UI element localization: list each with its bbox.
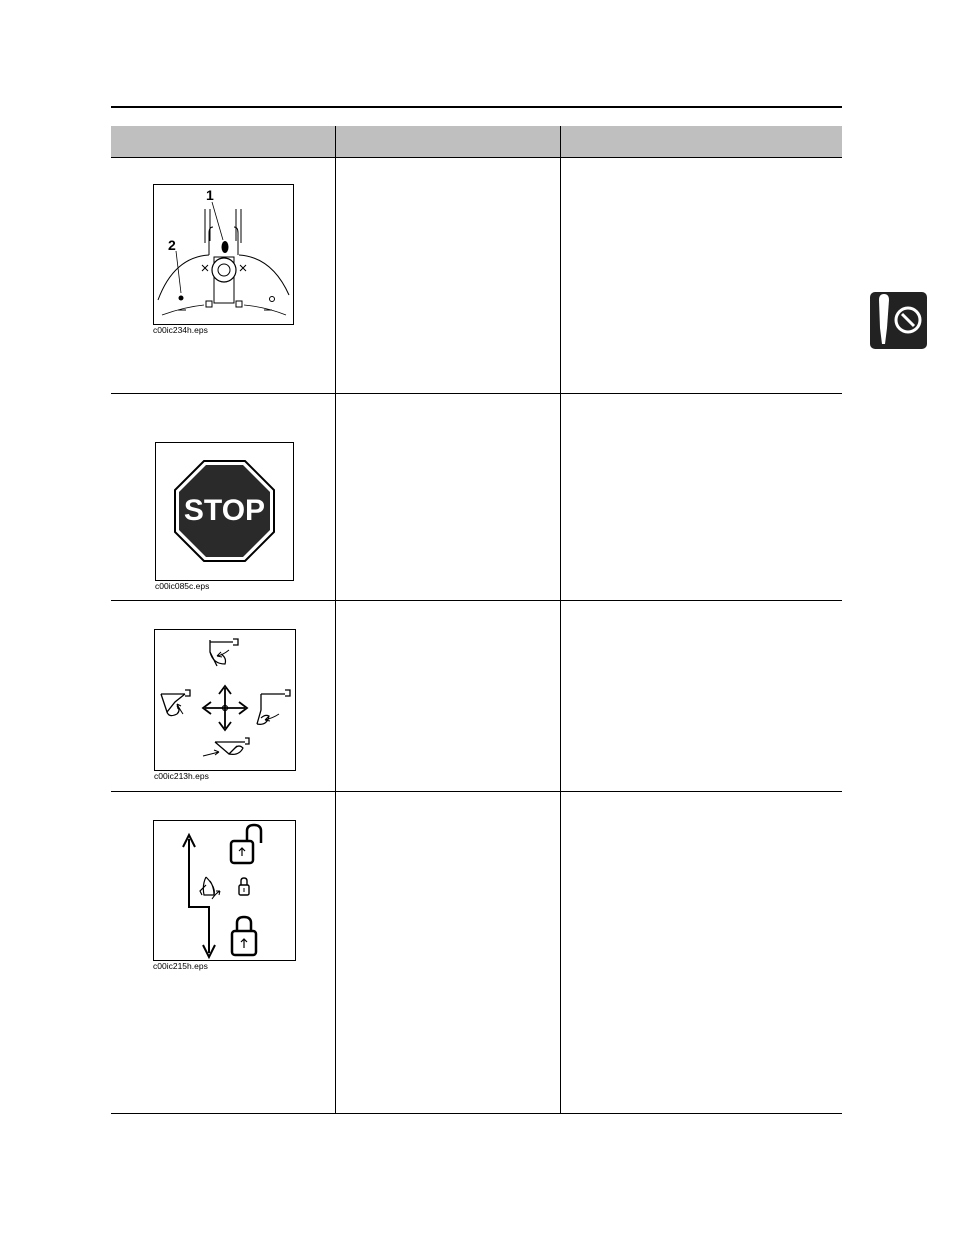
symbols-table	[111, 126, 842, 971]
control-lock-figure	[153, 820, 296, 961]
boom-control-pattern-illustration	[155, 630, 295, 770]
stop-sign-figure	[155, 442, 294, 581]
joystick-mount-figure	[153, 184, 294, 325]
figure-caption: c00ic213h.eps	[154, 771, 209, 781]
joystick-mount-illustration	[154, 185, 293, 324]
section-tab	[870, 292, 927, 349]
table-row	[111, 158, 842, 394]
page-top-rule	[111, 106, 842, 108]
figure-caption: c00ic215h.eps	[153, 961, 208, 971]
table-header	[111, 126, 842, 158]
table-row	[111, 394, 842, 601]
figure-caption: c00ic085c.eps	[155, 581, 210, 591]
figure-caption: c00ic234h.eps	[153, 325, 208, 335]
table-row	[111, 601, 842, 792]
callout-1: 1	[206, 187, 214, 203]
callout-2: 2	[168, 237, 176, 253]
joystick-control-icon	[870, 292, 927, 349]
control-lock-illustration	[154, 821, 295, 960]
stop-sign-text: STOP	[183, 494, 266, 527]
table-row	[111, 792, 842, 1114]
boom-control-pattern-figure	[154, 629, 296, 771]
